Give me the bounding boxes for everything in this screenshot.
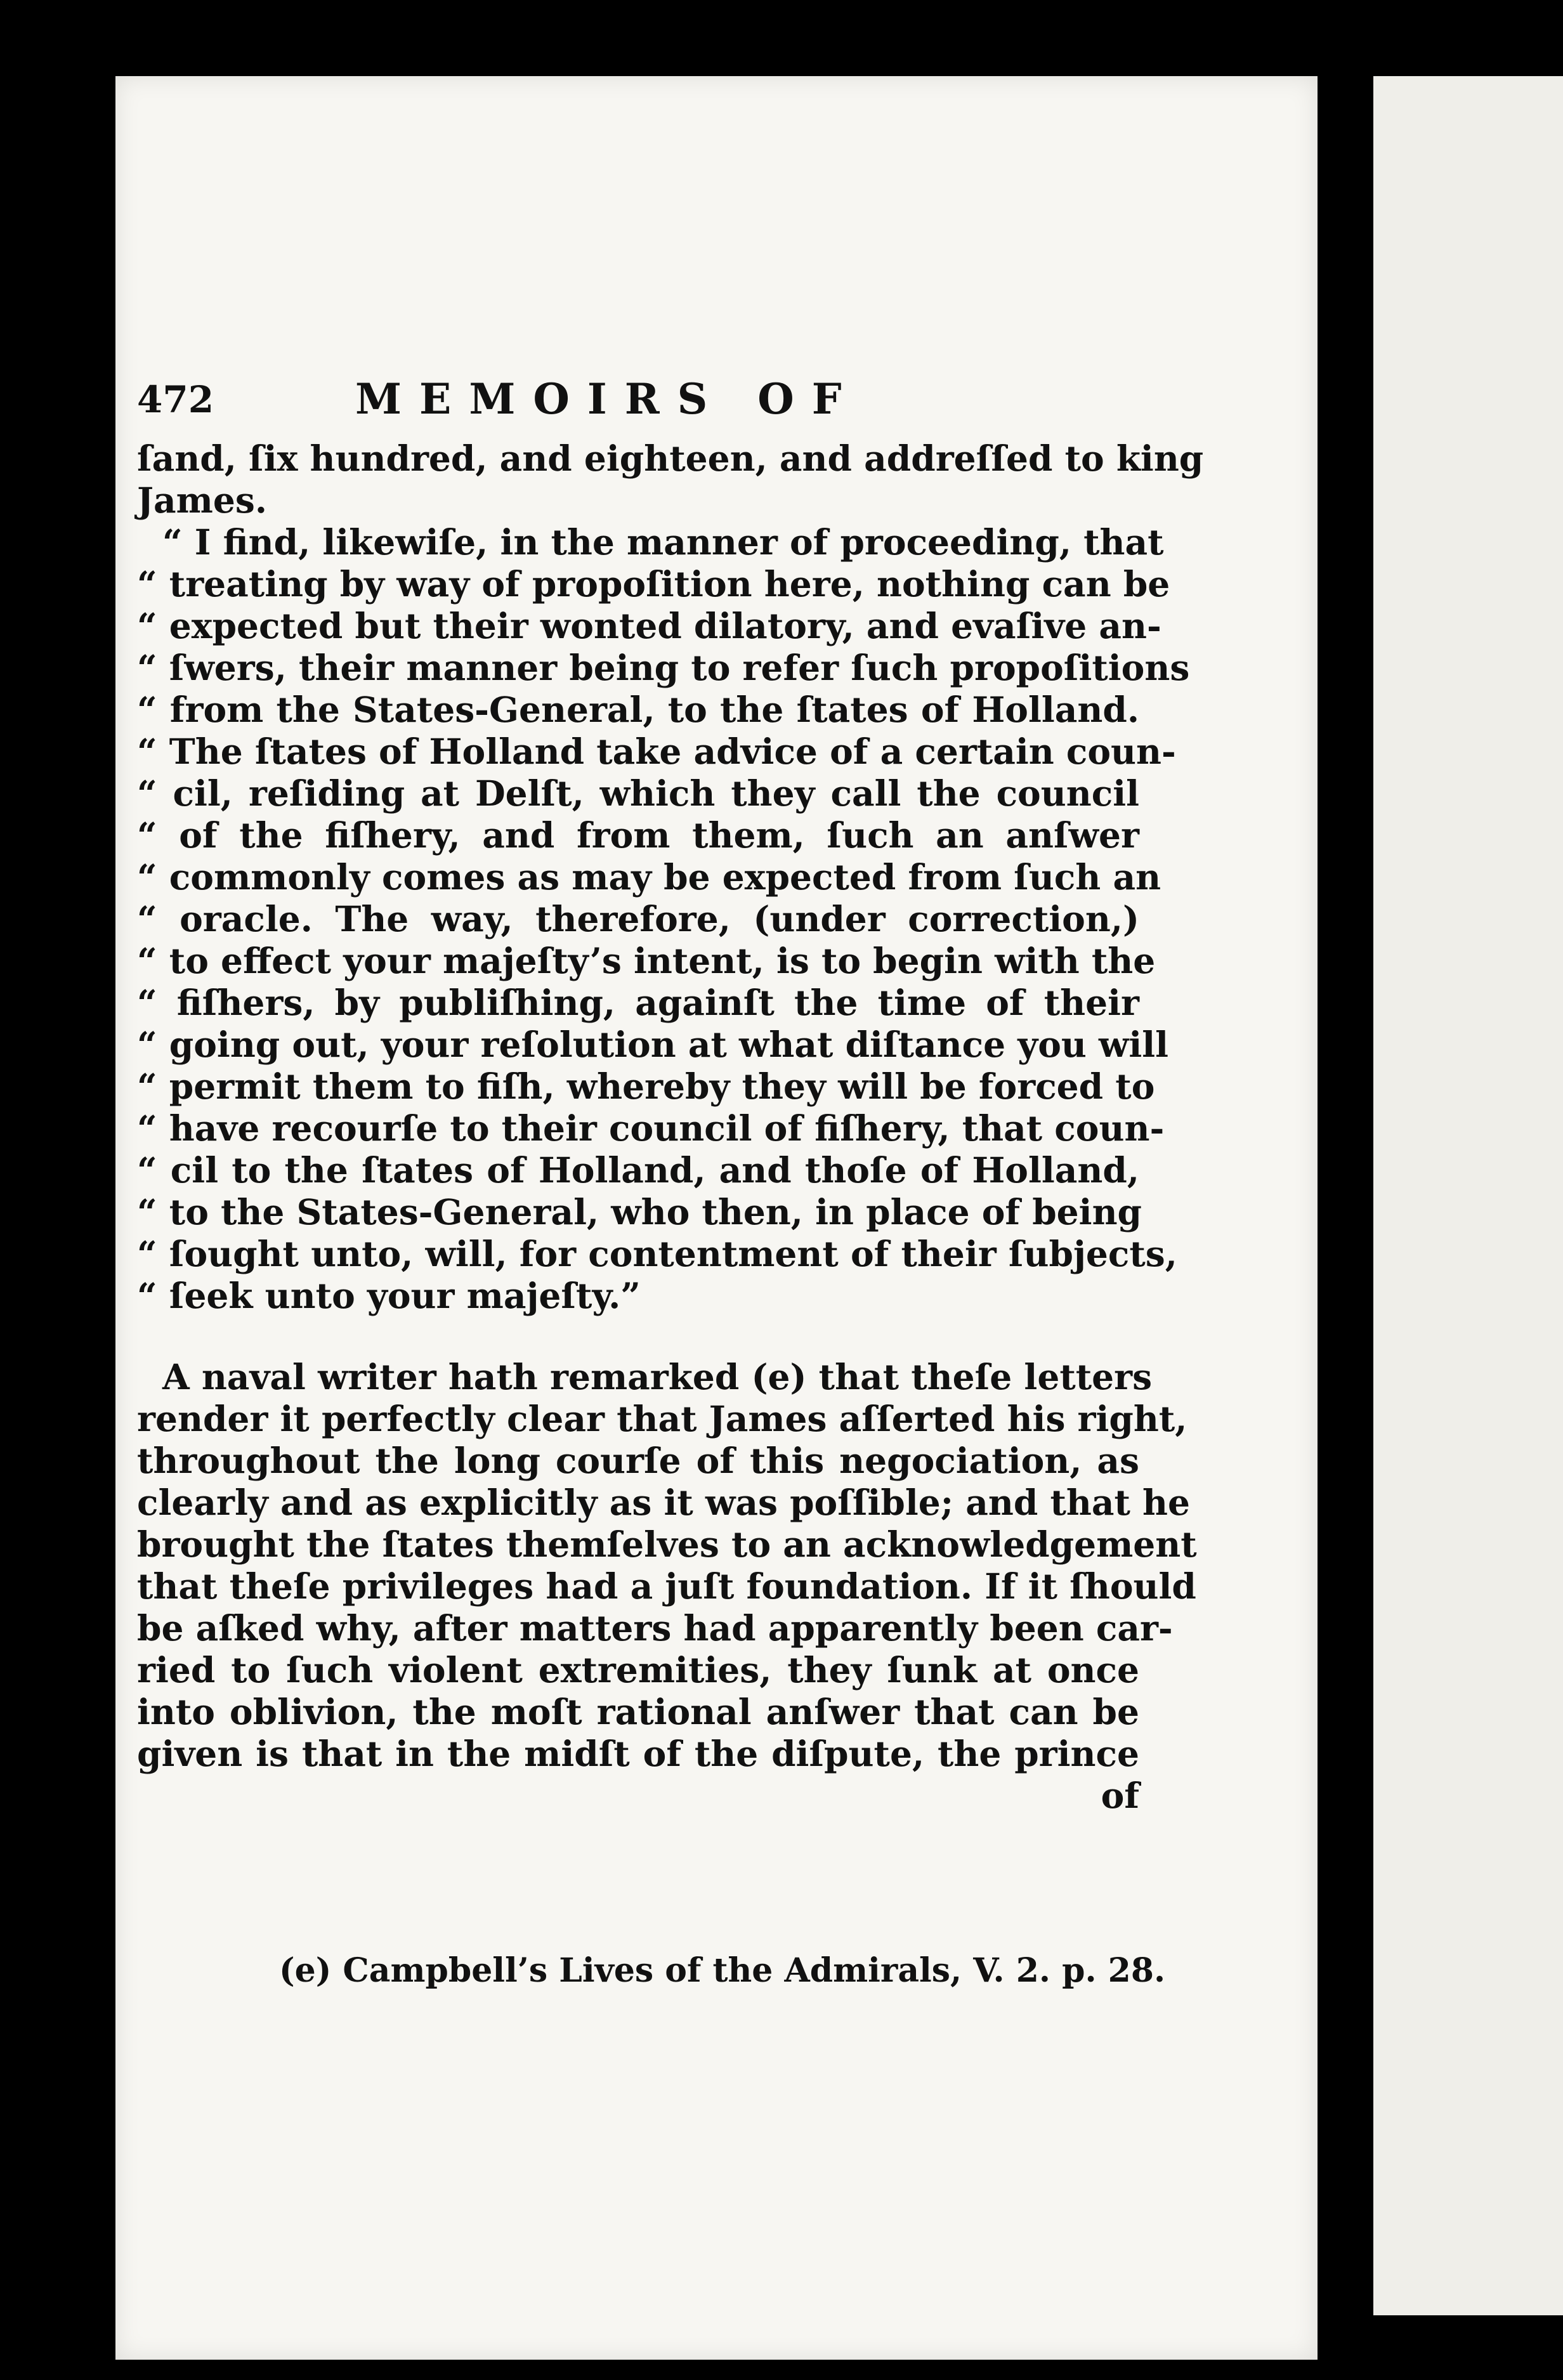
text-line: that theſe privileges had a juſt foundation. If it ſhould (137, 1566, 1196, 1607)
text-line: ſand, ſix hundred, and eighteen, and addreſſed to king (137, 438, 1204, 479)
quote-line: “ ſought unto, will, for contentment of their ſubjects, (137, 1233, 1177, 1274)
quoted-letter (137, 521, 1190, 1317)
page-text (137, 438, 1204, 1817)
text-line: throughout the long courſe of this negociation, as (137, 1440, 1139, 1481)
text-line: ried to ſuch violent extremities, they ſunk at once (137, 1649, 1139, 1690)
quote-line: “ ſwers, their manner being to refer ſuch propoſitions (137, 647, 1190, 688)
running-title: MEMOIRS OF (355, 374, 860, 424)
quote-line: “ cil to the ſtates of Holland, and thoſe of Holland, (137, 1149, 1139, 1191)
text-line: render it perfectly clear that James aſſerted his right, (137, 1398, 1187, 1439)
quote-line: “ to effect your majeſty’s intent, is to begin with the (137, 940, 1156, 981)
running-head (137, 374, 1139, 429)
quote-line: “ fiſhers, by publiſhing, againſt the time of their (137, 982, 1139, 1023)
quote-line: “ treating by way of propoſition here, nothing can be (137, 563, 1170, 605)
quote-line: “ I find, likewiſe, in the manner of proceeding, that (162, 521, 1164, 563)
quote-line: “ The ſtates of Holland take advice of a certain coun- (137, 731, 1176, 772)
quote-line: “ permit them to fiſh, whereby they will be forced to (137, 1066, 1155, 1107)
text-line: given is that in the midſt of the diſpute, the prince (137, 1733, 1139, 1774)
page-gutter (1318, 76, 1373, 2379)
text-line: A naval writer hath remarked (e) that theſe letters (162, 1356, 1153, 1397)
catchword: of (1101, 1775, 1139, 1816)
quote-line: “ from the States-General, to the ſtates of Holland. (137, 689, 1139, 730)
text-line: into oblivion, the moſt rational anſwer that can be (137, 1691, 1139, 1732)
quote-line: “ to the States-General, who then, in place of being (137, 1191, 1142, 1232)
text-line: be aſked why, after matters had apparently been car- (137, 1607, 1173, 1649)
quote-line: “ going out, your reſolution at what diſtance you will (137, 1024, 1169, 1065)
quote-line: “ cil, reſiding at Delſt, which they call the council (137, 773, 1139, 814)
page-number: 472 (137, 378, 214, 421)
quote-line: “ oracle. The way, therefore, (under correction,) (137, 898, 1139, 939)
text-line: James. (137, 480, 267, 521)
text-line: clearly and as explicitly as it was poſſible; and that he (137, 1482, 1191, 1523)
quote-line: “ expected but their wonted dilatory, and evaſive an- (137, 605, 1161, 646)
facing-page-edge (1373, 76, 1563, 2315)
text-line: brought the ſtates themſelves to an acknowledgement (137, 1524, 1197, 1565)
footnote: (e) Campbell’s Lives of the Admirals, V. 2. p. 28. (279, 1951, 1166, 1990)
quote-line: “ have recourſe to their council of fiſhery, that coun- (137, 1108, 1165, 1149)
quote-line: “ ſeek unto your majeſty.” (137, 1275, 641, 1316)
body-paragraph (137, 1356, 1197, 1817)
quote-line: “ commonly comes as may be expected from ſuch an (137, 856, 1161, 898)
quote-line: “ of the fiſhery, and from them, ſuch an anſwer (137, 814, 1139, 856)
intro-paragraph (137, 438, 1204, 521)
paragraph-gap (137, 1317, 1139, 1356)
